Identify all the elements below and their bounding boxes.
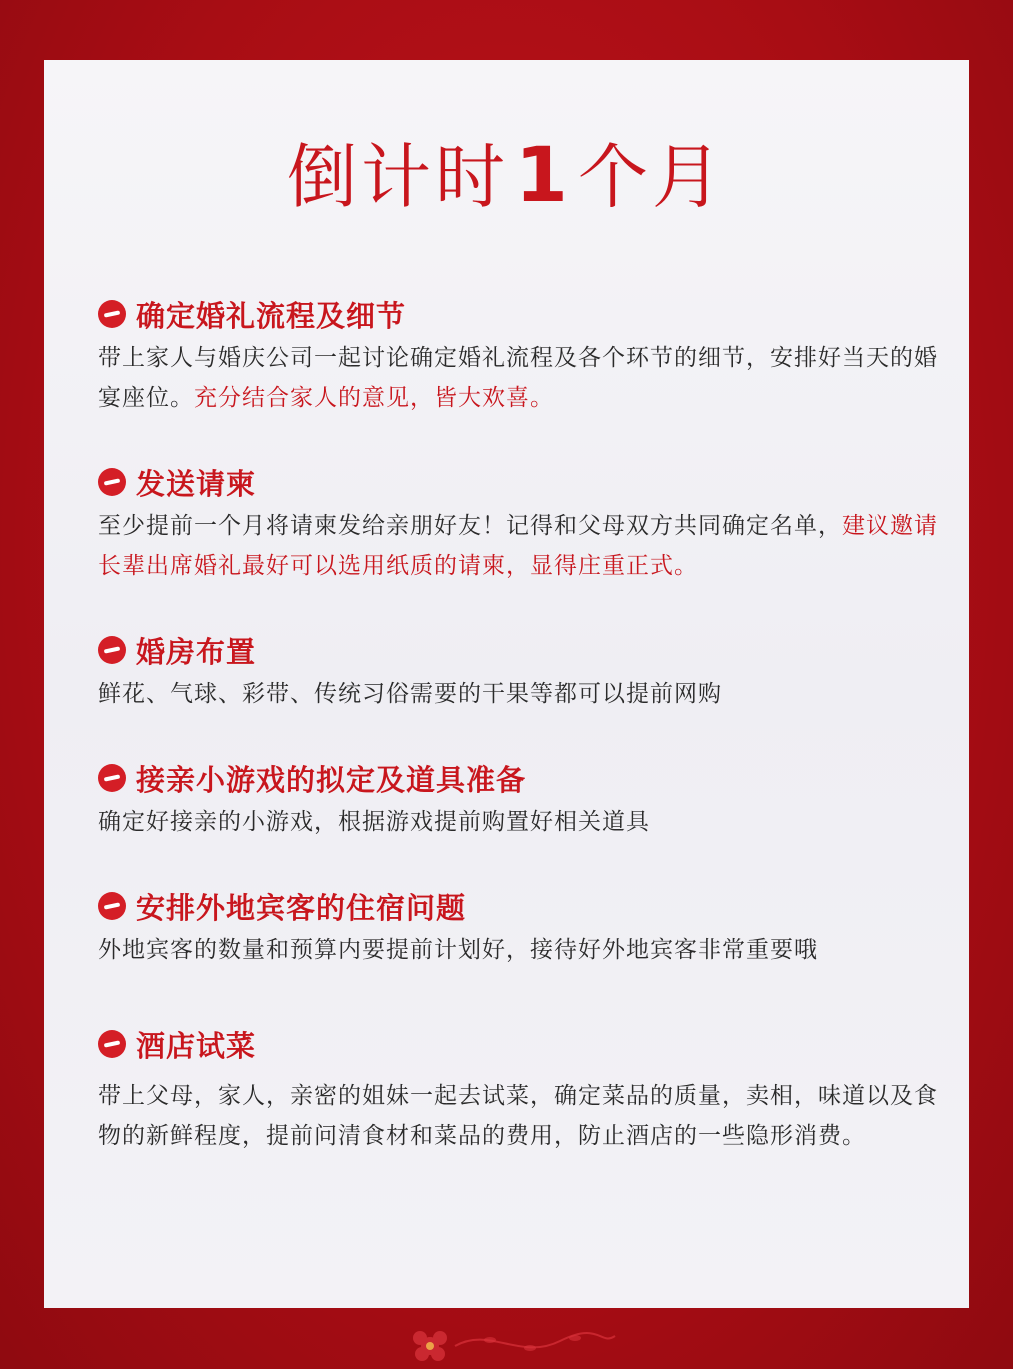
title-suffix: 个月 — [577, 136, 726, 218]
section-body: 鲜花、气球、彩带、传统习俗需要的干果等都可以提前网购 — [98, 681, 722, 707]
title-number: 1 — [515, 130, 572, 219]
section-heading-row — [98, 758, 938, 798]
page-title — [0, 130, 1013, 222]
title-prefix: 倒计时 — [287, 136, 510, 218]
bullet-icon — [98, 764, 126, 792]
section-body: 确定好接亲的小游戏，根据游戏提前购置好相关道具 — [98, 809, 650, 835]
section-wedding-process — [98, 294, 938, 418]
section-menu-tasting — [98, 1024, 938, 1156]
section-heading-row — [98, 630, 938, 670]
floral-decoration-icon — [400, 1316, 620, 1366]
section-body: 带上父母，家人，亲密的姐妹一起去试菜，确定菜品的质量，卖相，味道以及食物的新鲜程度，提前问清食材和菜品的费用，防止酒店的一些隐形消费。 — [98, 1083, 938, 1149]
section-body — [98, 338, 938, 418]
section-invitations — [98, 462, 938, 586]
section-title: 安排外地宾客的住宿问题 — [136, 890, 467, 925]
section-title: 接亲小游戏的拟定及道具准备 — [136, 762, 527, 797]
section-highlight-text: 建议邀请长辈出席婚礼最好可以选用纸质的请柬，显得庄重正式。 — [98, 513, 938, 579]
bullet-icon — [98, 636, 126, 664]
section-highlight-text: 充分结合家人的意见，皆大欢喜。 — [194, 385, 554, 411]
section-body-text: 至少提前一个月将请柬发给亲朋好友！记得和父母双方共同确定名单， — [98, 513, 842, 539]
bullet-icon — [98, 892, 126, 920]
section-title: 确定婚礼流程及细节 — [136, 298, 407, 333]
section-heading-row — [98, 294, 938, 334]
section-heading-row — [98, 1024, 938, 1064]
section-body: 外地宾客的数量和预算内要提前计划好，接待好外地宾客非常重要哦 — [98, 937, 818, 963]
section-guest-lodging — [98, 886, 938, 970]
section-body — [98, 506, 938, 586]
section-title: 婚房布置 — [136, 634, 257, 669]
section-games-props — [98, 758, 938, 842]
bullet-icon — [98, 300, 126, 328]
section-heading-row — [98, 462, 938, 502]
section-body-text: 带上家人与婚庆公司一起讨论确定婚礼流程及各个环节的细节，安排好当天的婚宴座位。 — [98, 345, 938, 411]
section-room-decoration — [98, 630, 938, 714]
bullet-icon — [98, 1030, 126, 1058]
section-title: 发送请柬 — [136, 466, 257, 501]
bullet-icon — [98, 468, 126, 496]
section-title: 酒店试菜 — [136, 1028, 257, 1063]
section-heading-row — [98, 886, 938, 926]
